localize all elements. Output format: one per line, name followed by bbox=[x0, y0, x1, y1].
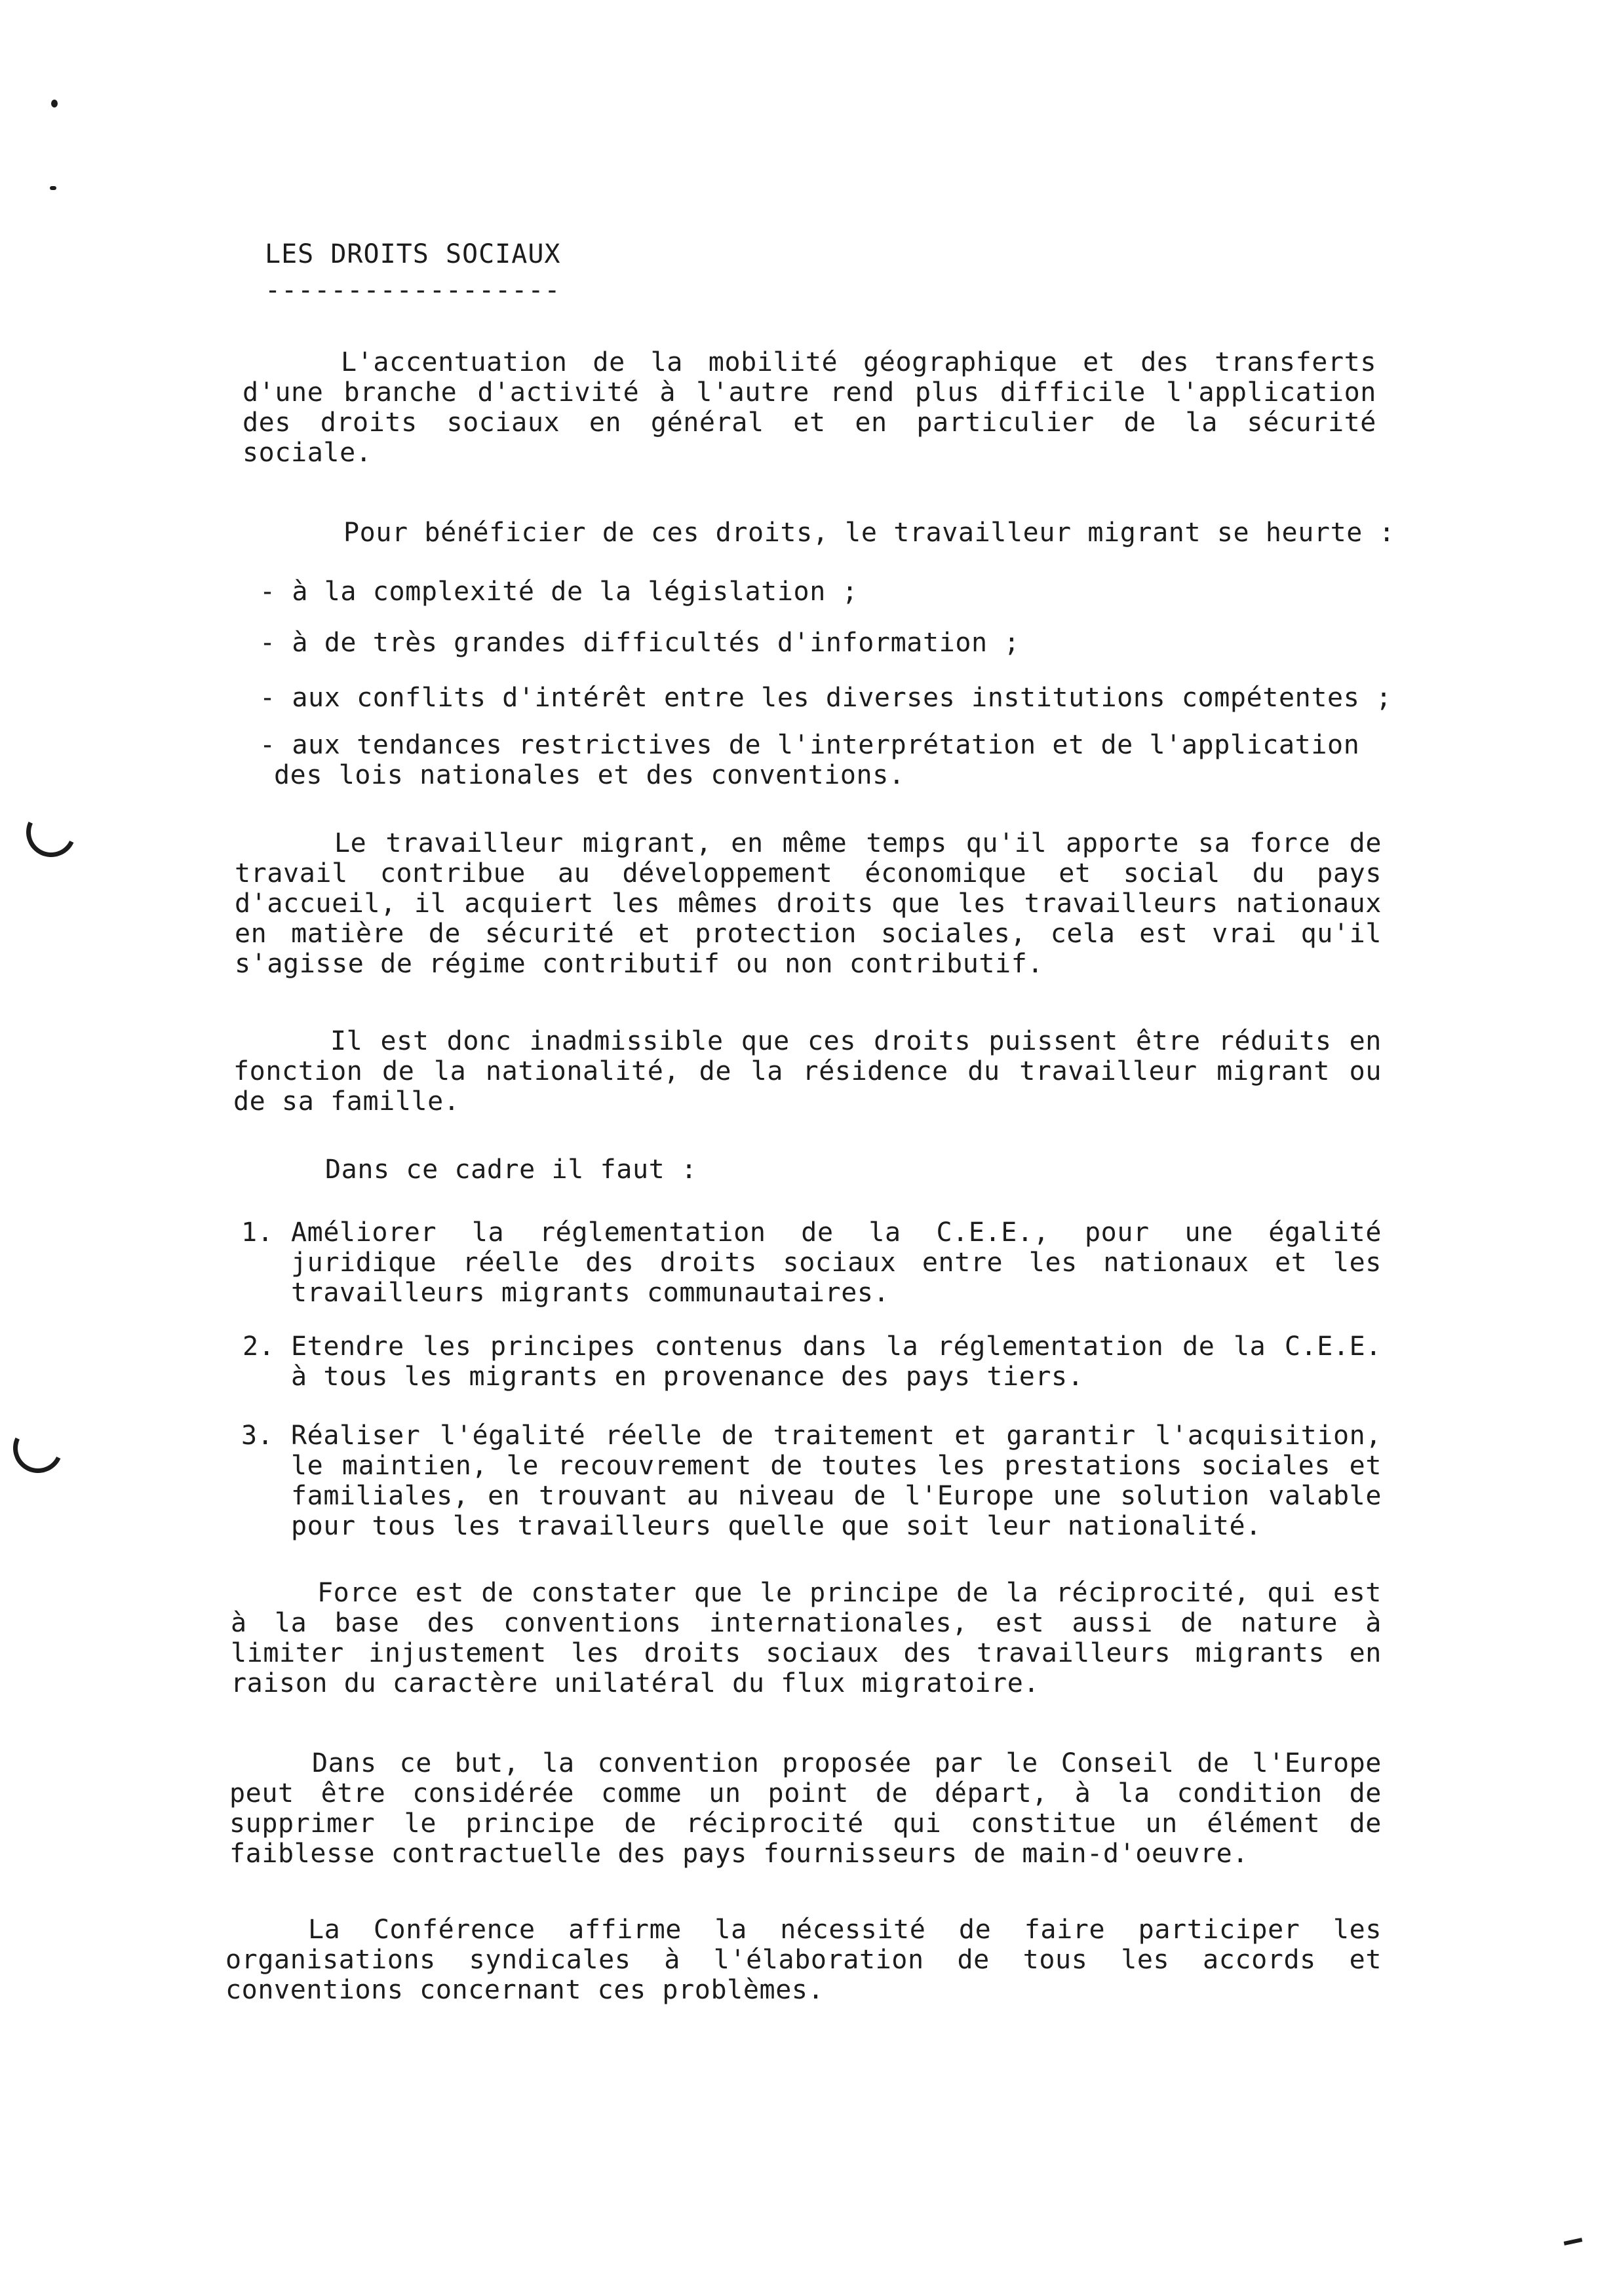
demand-text: Etendre les principes contenus dans la réglementation de la C.E.E. à tous les migrants en provenance des pays tiers. bbox=[291, 1331, 1382, 1392]
demand-number: 1. bbox=[241, 1217, 274, 1248]
obstacle-item: - aux conflits d'intérêt entre les diverses institutions compétentes ; bbox=[260, 683, 1392, 713]
worker-paragraph: Le travailleur migrant, en même temps qu'il apporte sa force de travail contribue au développement économique et social du pays d'accueil, il acquiert les mêmes droits que les travailleurs nationaux en matière de sécurité et protection sociales, cela est vrai qu'il s'agisse de régime contributif ou non contributif. bbox=[235, 828, 1382, 979]
obstacle-item: - à de très grandes difficultés d'information ; bbox=[260, 628, 1021, 658]
intro-paragraph: L'accentuation de la mobilité géographique et des transferts d'une branche d'activité à l'autre rend plus difficile l'application des droits sociaux en général et en particulier de la sécurité sociale. bbox=[243, 347, 1376, 468]
demand-item bbox=[241, 1217, 1382, 1309]
demand-number: 3. bbox=[241, 1421, 274, 1451]
obstacle-item: - à la complexité de la législation ; bbox=[260, 577, 859, 607]
demand-text: Réaliser l'égalité réelle de traitement et garantir l'acquisition, le maintien, le recouvrement de toutes les prestations sociales et familiales, en trouvant au niveau de l'Europe une solution valable pour tous les travailleurs quelle que soit leur nationalité. bbox=[291, 1421, 1382, 1541]
obstacle-item: - aux tendances restrictives de l'interprétation et de l'application bbox=[260, 730, 1360, 760]
punch-hole-mark-lower bbox=[6, 1416, 69, 1480]
inadmissible-paragraph: Il est donc inadmissible que ces droits puissent être réduits en fonction de la nationalité, de la résidence du travailleur migrant ou de sa famille. bbox=[233, 1026, 1382, 1117]
scan-dash-mark bbox=[50, 186, 56, 190]
obstacle-item-continuation: des lois nationales et des conventions. bbox=[274, 760, 905, 790]
demand-item bbox=[243, 1331, 1382, 1394]
punch-hole-mark-upper bbox=[19, 800, 83, 864]
conference-paragraph: La Conférence affirme la nécessité de faire participer les organisations syndicales à l'élaboration de tous les accords et conventions concernant ces problèmes. bbox=[225, 1915, 1382, 2005]
obstacles-lead: Pour bénéficier de ces droits, le travailleur migrant se heurte : bbox=[343, 518, 1395, 548]
demand-number: 2. bbox=[243, 1331, 275, 1362]
page-title: LES DROITS SOCIAUX bbox=[265, 239, 561, 269]
scan-dot-mark bbox=[51, 100, 58, 107]
reciprocity-paragraph: Force est de constater que le principe de la réciprocité, qui est à la base des conventions internationales, est aussi de nature à limiter injustement les droits sociaux des travailleurs migrants en raison du caractère unilatéral du flux migratoire. bbox=[231, 1578, 1382, 1698]
demand-item bbox=[241, 1421, 1382, 1545]
title-underline: ------------------ bbox=[265, 275, 561, 305]
demands-lead: Dans ce cadre il faut : bbox=[325, 1155, 697, 1185]
council-paragraph: Dans ce but, la convention proposée par le Conseil de l'Europe peut être considérée comme un point de départ, à la condition de supprimer le principe de réciprocité qui constitue un élément de faiblesse contractuelle des pays fournisseurs de main-d'oeuvre. bbox=[229, 1748, 1382, 1869]
scan-corner-mark bbox=[1564, 2238, 1583, 2246]
demand-text: Améliorer la réglementation de la C.E.E., pour une égalité juridique réelle des droits sociaux entre les nationaux et les travailleurs migrants communautaires. bbox=[291, 1217, 1382, 1308]
